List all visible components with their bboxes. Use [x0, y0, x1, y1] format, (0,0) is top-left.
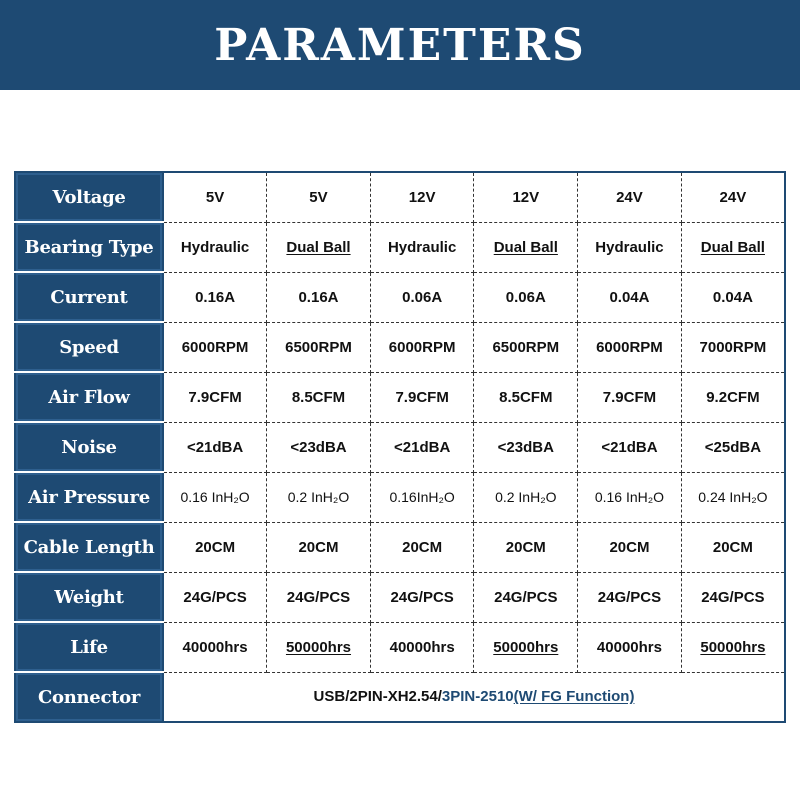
- table-cell: 20CM: [267, 522, 371, 572]
- table-cell: [681, 622, 785, 672]
- table-cell: 6000RPM: [163, 322, 267, 372]
- table-cell: 0.16A: [267, 272, 371, 322]
- row-label: Bearing Type: [15, 222, 163, 272]
- row-label: Connector: [15, 672, 163, 722]
- underlined-value: 50000hrs: [700, 638, 766, 656]
- table-cell: 5V: [267, 172, 371, 222]
- table-cell: 20CM: [681, 522, 785, 572]
- table-cell: 0.06A: [370, 272, 474, 322]
- table-cell: 0.16InH₂O: [370, 472, 474, 522]
- table-cell: 6500RPM: [267, 322, 371, 372]
- table-cell: 24G/PCS: [578, 572, 682, 622]
- table-cell: 24G/PCS: [370, 572, 474, 622]
- table-cell: <21dBA: [370, 422, 474, 472]
- row-label: Air Pressure: [15, 472, 163, 522]
- table-cell: 0.16 InH₂O: [578, 472, 682, 522]
- table-cell: [267, 222, 371, 272]
- table-row-bearing-type: [15, 222, 785, 272]
- table-row-life: [15, 622, 785, 672]
- table-cell: 0.24 InH₂O: [681, 472, 785, 522]
- table-cell: 12V: [474, 172, 578, 222]
- table-cell: 5V: [163, 172, 267, 222]
- table-cell: 24V: [578, 172, 682, 222]
- table-cell: 20CM: [370, 522, 474, 572]
- row-label: Speed: [15, 322, 163, 372]
- underlined-value: Dual Ball: [700, 238, 765, 256]
- table-cell: 9.2CFM: [681, 372, 785, 422]
- connector-text-part3: (W/ FG Function): [513, 688, 635, 706]
- row-label: Voltage: [15, 172, 163, 222]
- table-row-cable-length: [15, 522, 785, 572]
- table-row-current: [15, 272, 785, 322]
- table-cell: 8.5CFM: [267, 372, 371, 422]
- table-cell: Hydraulic: [578, 222, 682, 272]
- table-cell: 40000hrs: [578, 622, 682, 672]
- table-cell: [474, 222, 578, 272]
- table-row-weight: [15, 572, 785, 622]
- table-row-speed: [15, 322, 785, 372]
- table-cell: 0.06A: [474, 272, 578, 322]
- table-row-air-flow: [15, 372, 785, 422]
- row-label: Air Flow: [15, 372, 163, 422]
- table-cell: 40000hrs: [370, 622, 474, 672]
- table-row-air-pressure: [15, 472, 785, 522]
- parameters-table: [14, 171, 786, 723]
- connector-text-part1: USB/2PIN-XH2.54/: [313, 688, 442, 706]
- table-cell: 8.5CFM: [474, 372, 578, 422]
- table-cell: 20CM: [578, 522, 682, 572]
- table-cell: <21dBA: [163, 422, 267, 472]
- table-cell: [474, 622, 578, 672]
- table-cell: 7000RPM: [681, 322, 785, 372]
- table-cell: 0.2 InH₂O: [267, 472, 371, 522]
- table-cell: 20CM: [163, 522, 267, 572]
- table-cell: [681, 222, 785, 272]
- table-cell: 24G/PCS: [474, 572, 578, 622]
- table-cell: 7.9CFM: [370, 372, 474, 422]
- table-cell: <25dBA: [681, 422, 785, 472]
- table-cell: 24G/PCS: [163, 572, 267, 622]
- table-cell: 20CM: [474, 522, 578, 572]
- row-label: Current: [15, 272, 163, 322]
- table-cell: <23dBA: [474, 422, 578, 472]
- page-title: PARAMETERS: [214, 19, 586, 71]
- row-label: Weight: [15, 572, 163, 622]
- header-banner: [0, 0, 800, 90]
- table-cell: 24G/PCS: [267, 572, 371, 622]
- table-cell: [267, 622, 371, 672]
- table-cell: <21dBA: [578, 422, 682, 472]
- table-cell: 7.9CFM: [163, 372, 267, 422]
- table-cell: 0.04A: [681, 272, 785, 322]
- table-cell: 6000RPM: [578, 322, 682, 372]
- underlined-value: Dual Ball: [493, 238, 558, 256]
- table-cell: 40000hrs: [163, 622, 267, 672]
- table-cell: 0.2 InH₂O: [474, 472, 578, 522]
- table-row-connector: [15, 672, 785, 722]
- underlined-value: 50000hrs: [493, 638, 559, 656]
- table-cell: <23dBA: [267, 422, 371, 472]
- parameters-table-wrapper: [14, 171, 786, 708]
- table-row-noise: [15, 422, 785, 472]
- table-cell: 12V: [370, 172, 474, 222]
- table-cell: 0.16 InH₂O: [163, 472, 267, 522]
- row-label: Cable Length: [15, 522, 163, 572]
- table-row-voltage: [15, 172, 785, 222]
- underlined-value: Dual Ball: [286, 238, 351, 256]
- connector-cell: [163, 672, 785, 722]
- table-cell: 6500RPM: [474, 322, 578, 372]
- table-cell: 6000RPM: [370, 322, 474, 372]
- connector-text-part2: 3PIN-2510: [441, 688, 514, 706]
- row-label: Life: [15, 622, 163, 672]
- table-cell: Hydraulic: [163, 222, 267, 272]
- table-cell: Hydraulic: [370, 222, 474, 272]
- table-cell: 0.16A: [163, 272, 267, 322]
- table-cell: 24G/PCS: [681, 572, 785, 622]
- table-cell: 0.04A: [578, 272, 682, 322]
- table-cell: 7.9CFM: [578, 372, 682, 422]
- underlined-value: 50000hrs: [285, 638, 352, 656]
- row-label: Noise: [15, 422, 163, 472]
- table-cell: 24V: [681, 172, 785, 222]
